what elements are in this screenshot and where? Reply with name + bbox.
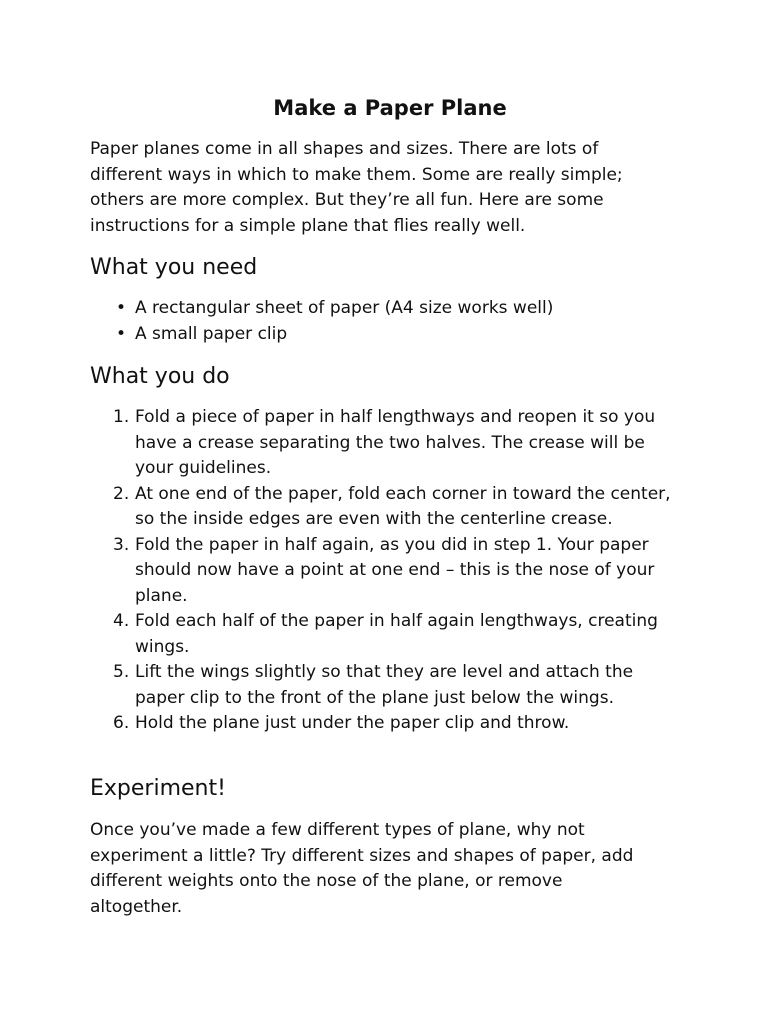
step-item [90, 711, 680, 737]
list-item [90, 322, 553, 348]
list-item [90, 296, 553, 322]
step-number: 1. [113, 407, 130, 427]
page-title: Make a Paper Plane [273, 96, 507, 120]
steps-list [90, 405, 690, 737]
step-number: 2. [113, 483, 130, 504]
experiment-paragraph: Once you’ve made a few different types of plane, why not experiment a little? Try different sizes and shapes of paper, add different weights onto the nose of the plane, or remove altogether. [90, 820, 634, 917]
what-you-need-heading: What you need [90, 255, 258, 280]
step-text: Fold the paper in half again, as you did in step 1. Your paper should now have a point at one end – this is the nose of your plane. [135, 534, 655, 606]
step-text: Fold each half of the paper in half again lengthways, creating wings. [135, 611, 658, 657]
bullet-icon: • [116, 298, 127, 318]
experiment-heading: Experiment! [90, 776, 226, 801]
bullet-icon: • [116, 323, 127, 344]
list-item-text: A rectangular sheet of paper (A4 size works well) [135, 298, 554, 318]
step-number: 4. [113, 611, 130, 631]
step-text: Lift the wings slightly so that they are level and attach the paper clip to the front of the plane just below the wings. [135, 662, 634, 708]
step-item [90, 660, 680, 711]
intro-paragraph: Paper planes come in all shapes and sizes. There are lots of different ways in which to make them. Some are really simple; others are more complex. But they’re all fun. Here are some instructions for a simple plane that flies really well. [90, 139, 623, 236]
step-item [90, 609, 680, 660]
step-number: 6. [113, 713, 130, 733]
step-text: Hold the plane just under the paper clip and throw. [135, 713, 570, 733]
what-you-do-heading: What you do [90, 364, 230, 389]
step-item [90, 405, 680, 482]
step-number: 5. [113, 662, 130, 682]
step-item [90, 533, 680, 610]
step-item [90, 482, 680, 533]
materials-list [90, 296, 553, 347]
step-text: At one end of the paper, fold each corner in toward the center, so the inside edges are even with the centerline crease. [135, 483, 671, 529]
step-number: 3. [113, 534, 130, 555]
step-text: Fold a piece of paper in half lengthways and reopen it so you have a crease separating the two halves. The crease will be your guidelines. [135, 407, 656, 478]
list-item-text: A small paper clip [135, 323, 288, 344]
